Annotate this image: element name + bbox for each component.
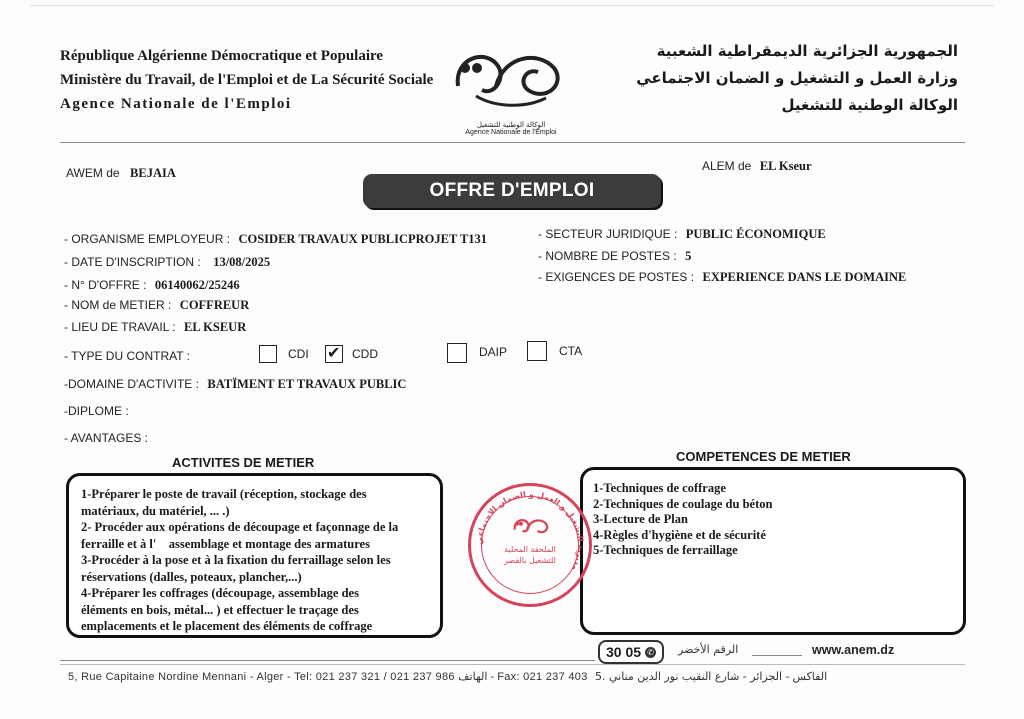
anem-logo [446, 38, 576, 138]
top-edge-line [30, 5, 994, 6]
alem-label: ALEM de [702, 159, 752, 173]
header-fr-line-3: Agence Nationale de l'Emploi [60, 96, 292, 112]
field-label: - NOM de METIER : [64, 298, 172, 312]
activite-line: réservations (dalles, poteaux, plancher,...) [81, 569, 302, 584]
checkbox-cdi-label: CDI [288, 347, 309, 361]
activite-line: ferraille et à l' assemblage et montage des armatures [81, 536, 370, 551]
awem-label: AWEM de [66, 166, 120, 180]
field-label: - LIEU DE TRAVAIL : [64, 320, 176, 334]
header-arabic [636, 38, 958, 119]
field-label: - NOMBRE DE POSTES : [538, 249, 677, 263]
anem-logo-icon [446, 38, 576, 118]
svg-text:مديرية التشغيل و العمل و الضما: مديرية التشغيل و العمل و الضمان الاجتماعي [474, 489, 586, 573]
field-label: - EXIGENCES DE POSTES : [538, 270, 695, 284]
header-ar-line-1: الجمهورية الجزائرية الديمقراطية الشعبية [656, 42, 958, 60]
activite-line: 2- Procéder aux opérations de découpage et façonnage de la [81, 520, 399, 534]
field-secteur-juridique [538, 225, 826, 243]
activite-line: éléments en bois, métal... ) et effectuer le traçage des [81, 602, 359, 617]
field-value: PUBLIC ÉCONOMIQUE [685, 227, 826, 241]
official-stamp [468, 483, 592, 607]
activite-line: 1-Préparer le poste de travail (réception, stockage des [81, 487, 367, 501]
checkbox-cdi[interactable] [259, 345, 277, 363]
offer-title: OFFRE D'EMPLOI [363, 174, 661, 208]
stamp-logo-icon [507, 514, 557, 540]
checkbox-cta-label: CTA [559, 344, 583, 358]
competences-title: COMPETENCES DE METIER [676, 449, 851, 464]
field-organisme [64, 230, 487, 248]
checkbox-daip-label: DAIP [479, 345, 508, 359]
header-fr-line-2: Ministère du Travail, de l'Emploi et de La Sécurité Sociale [60, 72, 434, 88]
checkbox-cdd[interactable] [325, 345, 343, 363]
field-avantages: - AVANTAGES : [64, 431, 149, 445]
competence-line: 3-Lecture de Plan [593, 512, 688, 526]
activite-line: emplacements et le placement des éléments de coffrage [81, 619, 373, 633]
logo-caption-ar: الوكالة الوطنية للتشغيل [476, 121, 546, 129]
field-numero-offre [64, 276, 240, 294]
green-number-label: الرقم الأخضر [678, 643, 739, 656]
footer-divider-right [60, 664, 965, 665]
field-label: - ORGANISME EMPLOYEUR : [64, 232, 231, 246]
green-number-value: 30 05 [606, 644, 642, 660]
footer-divider-left [60, 660, 595, 661]
competence-line: 1-Techniques de coffrage [593, 481, 726, 495]
awem-field [66, 164, 176, 182]
competence-line: 4-Règles d'hygiène et de sécurité [593, 527, 766, 542]
field-value: COSIDER TRAVAUX PUBLICPROJET T131 [238, 232, 488, 246]
check-mark-icon: ✔ [327, 343, 341, 362]
field-domaine [64, 375, 406, 393]
competences-box [580, 467, 966, 635]
header-ar-line-3: الوكالة الوطنية للتشغيل [781, 96, 958, 114]
alem-field [702, 157, 812, 175]
awem-value: BEJAIA [130, 166, 176, 180]
field-value: BATÏMENT ET TRAVAUX PUBLIC [207, 377, 407, 391]
activites-list [81, 486, 432, 635]
activite-line: 3-Procéder à la pose et à la fixation du ferraillage selon les [81, 553, 391, 567]
alem-value: EL Kseur [759, 159, 812, 173]
field-label: -DOMAINE D'ACTIVITE : [64, 377, 199, 391]
header-fr-line-1: République Algérienne Démocratique et Populaire [60, 48, 384, 64]
field-value: COFFREUR [179, 298, 250, 312]
activites-box [66, 473, 443, 638]
green-number-badge [598, 640, 664, 664]
field-value: 5 [685, 249, 692, 263]
competence-line: 5-Techniques de ferraillage [593, 543, 738, 557]
field-value: 06140062/25246 [154, 278, 240, 292]
stamp-center-text: الملحقة المحلية للتشغيل بالقصر [503, 545, 556, 565]
field-nombre-postes [538, 247, 691, 265]
field-exigences [538, 268, 906, 286]
header-divider [60, 142, 965, 143]
field-lieu-travail [64, 318, 246, 336]
activites-title: ACTIVITES DE METIER [172, 455, 315, 470]
footer-address-ar: - الجزائر - شارع النقيب نور الدين مناني .5 [594, 670, 790, 683]
field-label: - N° D'OFFRE : [64, 278, 147, 292]
phone-icon: ✆ [645, 647, 656, 658]
checkbox-cdd-label: CDD [352, 347, 378, 361]
competence-line: 2-Techniques de coulage du béton [593, 496, 773, 511]
field-label: - DATE D'INSCRIPTION : [64, 255, 201, 269]
competences-list [593, 481, 955, 559]
header-ar-line-2: وزارة العمل و التشغيل و الضمان الاجتماعي [636, 69, 958, 87]
field-nom-metier [64, 296, 249, 314]
field-label: - SECTEUR JURIDIQUE : [538, 227, 678, 241]
activite-line: matériaux, du matériel, ... .) [81, 503, 230, 518]
logo-caption-fr: Agence Nationale de l'Emploi [465, 129, 557, 136]
activite-line: 4-Préparer les coffrages (découpage, assemblage des [81, 586, 359, 600]
field-value: EXPERIENCE DANS LE DOMAINE [702, 270, 907, 284]
header-french [60, 44, 433, 116]
contract-label: - TYPE DU CONTRAT : [64, 349, 191, 363]
footer-address-fr: 5, Rue Capitaine Nordine Mennani - Alger - Tel: 021 237 321 / 021 237 986 الهاتف - Fax: 021 237 403 الفاكس [68, 671, 828, 683]
footer-divider-mid [752, 655, 802, 656]
footer-address [68, 670, 827, 683]
checkbox-cta[interactable] [527, 341, 547, 361]
checkbox-daip[interactable] [447, 343, 467, 363]
field-date-inscription [64, 253, 270, 271]
field-diplome: -DIPLOME : [64, 404, 129, 418]
field-value: EL KSEUR [184, 320, 247, 334]
website-link[interactable]: www.anem.dz [812, 643, 895, 657]
field-value: 13/08/2025 [213, 255, 271, 269]
